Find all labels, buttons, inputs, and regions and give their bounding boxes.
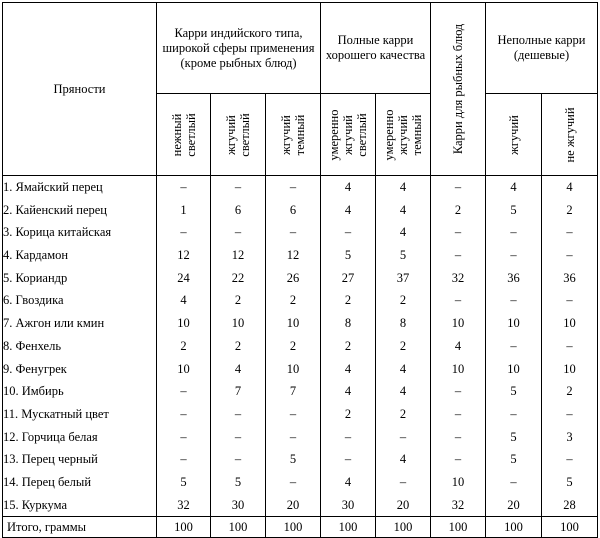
total-value: 100 xyxy=(321,517,376,538)
table-cell-value: 10 xyxy=(451,361,465,376)
table-cell-value: 30 xyxy=(231,497,245,512)
table-cell-value: – xyxy=(234,406,242,421)
table-cell-value: 4 xyxy=(234,361,242,376)
table-cell-value: 3 xyxy=(566,429,573,444)
table-cell-value: – xyxy=(566,225,573,240)
table-cell-value: 10 xyxy=(507,316,520,331)
table-cell-value: – xyxy=(234,452,242,467)
spice-name: 14. Перец белый xyxy=(3,474,92,489)
table-cell-value: – xyxy=(234,180,242,194)
group-header-cheap-curry: Неполные карри (дешевые) xyxy=(486,3,598,94)
table-cell-value: 2 xyxy=(344,338,352,353)
values-column-5 xyxy=(376,176,431,517)
table-cell-value: – xyxy=(566,406,573,421)
table-cell-value: 2 xyxy=(454,202,462,217)
table-cell-value: – xyxy=(344,429,352,444)
total-label: Итого, граммы xyxy=(3,517,157,538)
values-column-2 xyxy=(211,176,266,517)
table-cell-value: – xyxy=(289,180,297,194)
subcol-header-1: нежный светлый xyxy=(157,94,211,176)
group-header-full-curry: Полные карри хорошего качества xyxy=(321,3,431,94)
table-cell-value: – xyxy=(399,474,407,489)
table-cell-value: – xyxy=(180,406,187,421)
spice-name: 15. Куркума xyxy=(3,497,68,512)
table-cell-value: 2 xyxy=(344,293,352,308)
table-cell-value: 4 xyxy=(344,361,352,376)
table-cell-value: 4 xyxy=(399,361,407,376)
table-cell-value: 10 xyxy=(231,316,245,331)
table-cell-value: 10 xyxy=(563,361,576,376)
group-header-fish-curry: Карри для рыбных блюд xyxy=(431,3,486,176)
table-cell-value: 4 xyxy=(510,180,517,194)
table-cell-value: 4 xyxy=(180,293,187,308)
table-cell-value: 20 xyxy=(286,497,300,512)
table-cell-value: – xyxy=(566,248,573,263)
table-cell-value: 10 xyxy=(286,316,300,331)
table-cell-value: 30 xyxy=(341,497,355,512)
table-cell-value: 4 xyxy=(566,180,573,194)
table-cell-value: 26 xyxy=(286,270,300,285)
total-value: 100 xyxy=(542,517,598,538)
table-cell-value: 28 xyxy=(563,497,576,512)
values-column-8 xyxy=(542,176,598,517)
subcol-header-2: жгучий светлый xyxy=(211,94,266,176)
values-column-6 xyxy=(431,176,486,517)
total-value: 100 xyxy=(157,517,211,538)
table-cell-value: 4 xyxy=(344,384,352,399)
table-cell-value: – xyxy=(454,406,462,421)
table-cell-value: – xyxy=(180,429,187,444)
table-cell-value: – xyxy=(454,429,462,444)
table-cell-value: 4 xyxy=(399,384,407,399)
spice-name: 7. Ажгон или кмин xyxy=(3,316,105,331)
values-column-4 xyxy=(321,176,376,517)
table-cell-value: 5 xyxy=(399,248,407,263)
total-value: 100 xyxy=(431,517,486,538)
subcol-header-4: умеренно жгучий светлый xyxy=(321,94,376,176)
table-cell-value: 7 xyxy=(289,384,297,399)
table-cell-value: 20 xyxy=(507,497,520,512)
table-cell-value: 4 xyxy=(399,225,407,240)
table-cell-value: 5 xyxy=(510,202,517,217)
table-cell-value: 2 xyxy=(399,406,407,421)
table-cell-value: 12 xyxy=(231,248,245,263)
table-cell-value: 5 xyxy=(510,452,517,467)
table-cell-value: 32 xyxy=(451,270,465,285)
table-cell-value: – xyxy=(289,429,297,444)
values-column-3 xyxy=(266,176,321,517)
table-cell-value: 4 xyxy=(454,338,462,353)
table-cell-value: – xyxy=(566,338,573,353)
table-cell-value: – xyxy=(234,429,242,444)
table-cell-value: 1 xyxy=(180,202,187,217)
table-cell-value: 2 xyxy=(234,338,242,353)
table-cell-value: 2 xyxy=(566,384,573,399)
table-cell-value: 36 xyxy=(507,270,520,285)
table-cell-value: 32 xyxy=(451,497,465,512)
table-cell-value: – xyxy=(180,225,187,240)
table-cell-value: 7 xyxy=(234,384,242,399)
table-cell-value: – xyxy=(289,474,297,489)
table-cell-value: – xyxy=(566,452,573,467)
total-value: 100 xyxy=(486,517,542,538)
table-cell-value: – xyxy=(454,452,462,467)
total-value: 100 xyxy=(376,517,431,538)
table-cell-value: 10 xyxy=(177,316,190,331)
spice-name: 4. Кардамон xyxy=(3,248,69,263)
table-cell-value: – xyxy=(566,293,573,308)
table-cell-value: – xyxy=(289,406,297,421)
table-cell-value: 2 xyxy=(289,338,297,353)
spice-name: 12. Горчица белая xyxy=(3,429,98,444)
table-cell-value: 2 xyxy=(289,293,297,308)
total-row xyxy=(3,517,598,538)
table-cell-value: 12 xyxy=(177,248,190,263)
table-cell-value: 10 xyxy=(563,316,576,331)
subcol-header-7: жгучий xyxy=(486,94,542,176)
table-cell-value: 32 xyxy=(177,497,190,512)
table-cell-value: 4 xyxy=(399,202,407,217)
spice-name: 2. Кайенский перец xyxy=(3,202,107,217)
group-header-indian-curry: Карри индийского типа, широкой сферы применения (кроме рыбных блюд) xyxy=(157,3,321,94)
total-value: 100 xyxy=(266,517,321,538)
table-cell-value: 10 xyxy=(507,361,520,376)
table-cell-value: 2 xyxy=(180,338,187,353)
table-cell-value: 24 xyxy=(177,270,190,285)
table-cell-value: 5 xyxy=(289,452,297,467)
table-cell-value: 4 xyxy=(344,202,352,217)
table-cell-value: 4 xyxy=(399,180,407,194)
table-cell-value: – xyxy=(510,474,517,489)
table-cell-value: 2 xyxy=(344,406,352,421)
table-cell-value: – xyxy=(344,452,352,467)
table-cell-value: – xyxy=(510,248,517,263)
spice-name: 3. Корица китайская xyxy=(3,225,112,240)
table-cell-value: 5 xyxy=(510,429,517,444)
table-cell-value: 4 xyxy=(399,452,407,467)
table-cell-value: 10 xyxy=(451,474,465,489)
table-cell-value: 5 xyxy=(234,474,242,489)
table-cell-value: 10 xyxy=(286,361,300,376)
spice-table xyxy=(2,2,598,538)
table-cell-value: – xyxy=(454,180,462,194)
table-cell-value: 36 xyxy=(563,270,576,285)
table-cell-value: – xyxy=(234,225,242,240)
table-cell-value: 37 xyxy=(396,270,410,285)
table-cell-value: 27 xyxy=(341,270,355,285)
table-cell-value: 8 xyxy=(399,316,407,331)
spice-name: 6. Гвоздика xyxy=(3,293,64,308)
table-cell-value: 4 xyxy=(344,474,352,489)
table-cell-value: – xyxy=(399,429,407,444)
table-cell-value: – xyxy=(180,452,187,467)
table-cell-value: 10 xyxy=(451,316,465,331)
spices-column-header: Пряности xyxy=(3,3,157,176)
table-cell-value: 20 xyxy=(396,497,410,512)
subcol-header-8: не жгучий xyxy=(542,94,598,176)
table-cell-value: – xyxy=(454,293,462,308)
table-cell-value: 2 xyxy=(234,293,242,308)
table-cell-value: 2 xyxy=(566,202,573,217)
values-column-7 xyxy=(486,176,542,517)
table-cell-value: 12 xyxy=(286,248,300,263)
table-cell-value: – xyxy=(454,225,462,240)
spice-name: 1. Ямайский перец xyxy=(3,180,103,194)
table-cell-value: – xyxy=(180,384,187,399)
subcol-header-5: умеренно жгучий темный xyxy=(376,94,431,176)
spice-name: 9. Фенугрек xyxy=(3,361,67,376)
table-cell-value: 5 xyxy=(344,248,352,263)
table-cell-value: 6 xyxy=(289,202,297,217)
table-cell-value: – xyxy=(454,248,462,263)
table-cell-value: 8 xyxy=(344,316,352,331)
table-cell-value: – xyxy=(454,384,462,399)
table-cell-value: – xyxy=(180,180,187,194)
spice-name: 13. Перец черный xyxy=(3,452,98,467)
table-cell-value: 10 xyxy=(177,361,190,376)
table-cell-value: 5 xyxy=(180,474,187,489)
table-cell-value: 4 xyxy=(344,180,352,194)
values-column-1 xyxy=(157,176,211,517)
spice-name: 8. Фенхель xyxy=(3,338,62,353)
total-value: 100 xyxy=(211,517,266,538)
table-cell-value: 5 xyxy=(566,474,573,489)
table-cell-value: 2 xyxy=(399,338,407,353)
table-cell-value: – xyxy=(510,225,517,240)
spice-name: 10. Имбирь xyxy=(3,384,64,399)
spice-names-column xyxy=(3,176,157,517)
spice-name: 5. Кориандр xyxy=(3,270,68,285)
table-cell-value: 2 xyxy=(399,293,407,308)
table-cell-value: – xyxy=(510,293,517,308)
table-cell-value: – xyxy=(289,225,297,240)
table-cell-value: – xyxy=(510,338,517,353)
table-cell-value: 6 xyxy=(234,202,242,217)
subcol-header-3: жгучий темный xyxy=(266,94,321,176)
spice-name: 11. Мускатный цвет xyxy=(3,406,109,421)
table-cell-value: – xyxy=(510,406,517,421)
table-cell-value: 5 xyxy=(510,384,517,399)
table-cell-value: – xyxy=(344,225,352,240)
table-cell-value: 22 xyxy=(231,270,245,285)
